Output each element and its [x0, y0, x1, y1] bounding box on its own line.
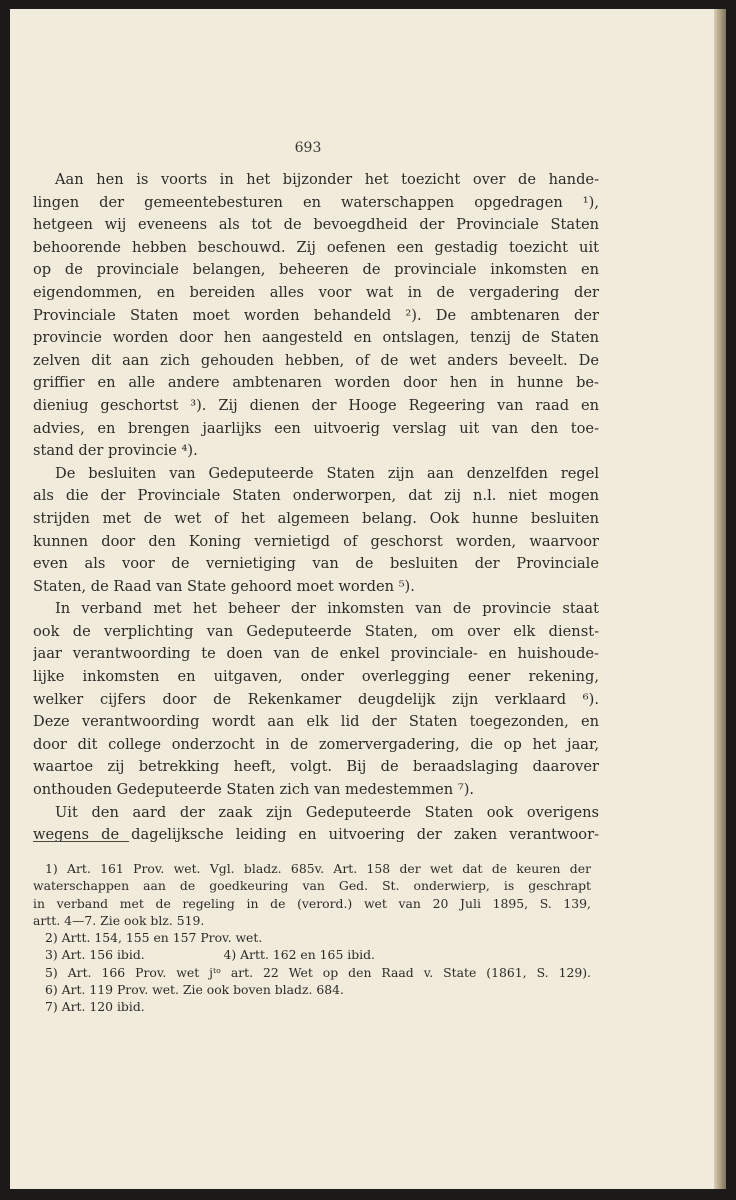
text-line: provincie worden door hen aangesteld en ontslagen, tenzij de Staten: [33, 329, 599, 347]
footnote-line: 3) Art. 156 ibid. 4) Artt. 162 en 165 ibid.: [45, 947, 375, 963]
text-line: lingen der gemeentebesturen en waterschappen opgedragen ¹),: [33, 193, 599, 211]
text-line: ook de verplichting van Gedeputeerde Staten, om over elk dienst-: [33, 622, 599, 640]
text-line: welker cijfers door de Rekenkamer deugdelijk zijn verklaard ⁶).: [33, 690, 599, 708]
book-page: [10, 9, 726, 1189]
footnote-line: in verband met de regeling in de (verord.) wet van 20 Juli 1895, S. 139,: [33, 895, 591, 911]
footnote-line: artt. 4—7. Zie ook blz. 519.: [33, 912, 205, 928]
text-line: door dit college onderzocht in de zomervergadering, die op het jaar,: [33, 735, 599, 753]
text-line: op de provinciale belangen, beheeren de provinciale inkomsten en: [33, 261, 599, 279]
footnote-line: 2) Artt. 154, 155 en 157 Prov. wet.: [45, 930, 263, 946]
footnote-divider: [33, 841, 129, 842]
footnote-line: waterschappen aan de goedkeuring van Ged. St. onderwierp, is geschrapt: [33, 878, 591, 894]
text-line: hetgeen wij eveneens als tot de bevoegdheid der Provinciale Staten: [33, 216, 599, 234]
text-line: even als voor de vernietiging van de besluiten der Provinciale: [33, 555, 599, 573]
text-line: griffier en alle andere ambtenaren worden door hen in hunne be-: [33, 374, 599, 392]
text-line: Provinciale Staten moet worden behandeld ²). De ambtenaren der: [33, 306, 599, 324]
text-line: Staten, de Raad van State gehoord moet worden ⁵).: [33, 577, 415, 595]
text-line: Uit den aard der zaak zijn Gedeputeerde Staten ook overigens: [55, 803, 599, 821]
footnotes: [33, 860, 591, 1016]
footnote-line: 6) Art. 119 Prov. wet. Zie ook boven bladz. 684.: [45, 982, 344, 998]
body-text: [33, 169, 599, 847]
text-line: wegens de dagelijksche leiding en uitvoering der zaken verantwoor-: [33, 826, 599, 844]
text-line: dieniug geschortst ³). Zij dienen der Hooge Regeering van raad en: [33, 396, 599, 414]
text-line: De besluiten van Gedeputeerde Staten zijn aan denzelfden regel: [55, 464, 599, 482]
page-edge: [714, 9, 726, 1189]
text-line: als die der Provinciale Staten onderworpen, dat zij n.l. niet mogen: [33, 487, 599, 505]
footnote-line: 7) Art. 120 ibid.: [45, 999, 145, 1015]
text-line: lijke inkomsten en uitgaven, onder overlegging eener rekening,: [33, 668, 599, 686]
footnote-line: 5) Art. 166 Prov. wet jᵗᵒ art. 22 Wet op den Raad v. State (1861, S. 129).: [45, 964, 591, 980]
text-line: stand der provincie ⁴).: [33, 442, 198, 460]
footnote-line: 1) Art. 161 Prov. wet. Vgl. bladz. 685v. Art. 158 der wet dat de keuren der: [45, 861, 591, 876]
text-line: waartoe zij betrekking heeft, volgt. Bij de beraadslaging daarover: [33, 758, 599, 776]
text-line: jaar verantwoording te doen van de enkel provinciale- en huishoude-: [33, 645, 599, 663]
text-line: Aan hen is voorts in het bijzonder het toezicht over de hande-: [55, 171, 599, 188]
text-line: strijden met de wet of het algemeen belang. Ook hunne besluiten: [33, 509, 599, 527]
text-line: Deze verantwoording wordt aan elk lid der Staten toegezonden, en: [33, 713, 599, 731]
text-line: onthouden Gedeputeerde Staten zich van medestemmen ⁷).: [33, 781, 475, 799]
text-line: In verband met het beheer der inkomsten van de provincie staat: [55, 600, 599, 618]
text-line: behoorende hebben beschouwd. Zij oefenen een gestadig toezicht uit: [33, 238, 599, 256]
page-number: 693: [294, 140, 322, 156]
text-line: kunnen door den Koning vernietigd of geschorst worden, waarvoor: [33, 532, 599, 550]
text-line: zelven dit aan zich gehouden hebben, of de wet anders beveelt. De: [33, 351, 599, 369]
text-line: eigendommen, en bereiden alles voor wat in de vergadering der: [33, 283, 599, 301]
text-line: advies, en brengen jaarlijks een uitvoerig verslag uit van den toe-: [33, 419, 599, 437]
